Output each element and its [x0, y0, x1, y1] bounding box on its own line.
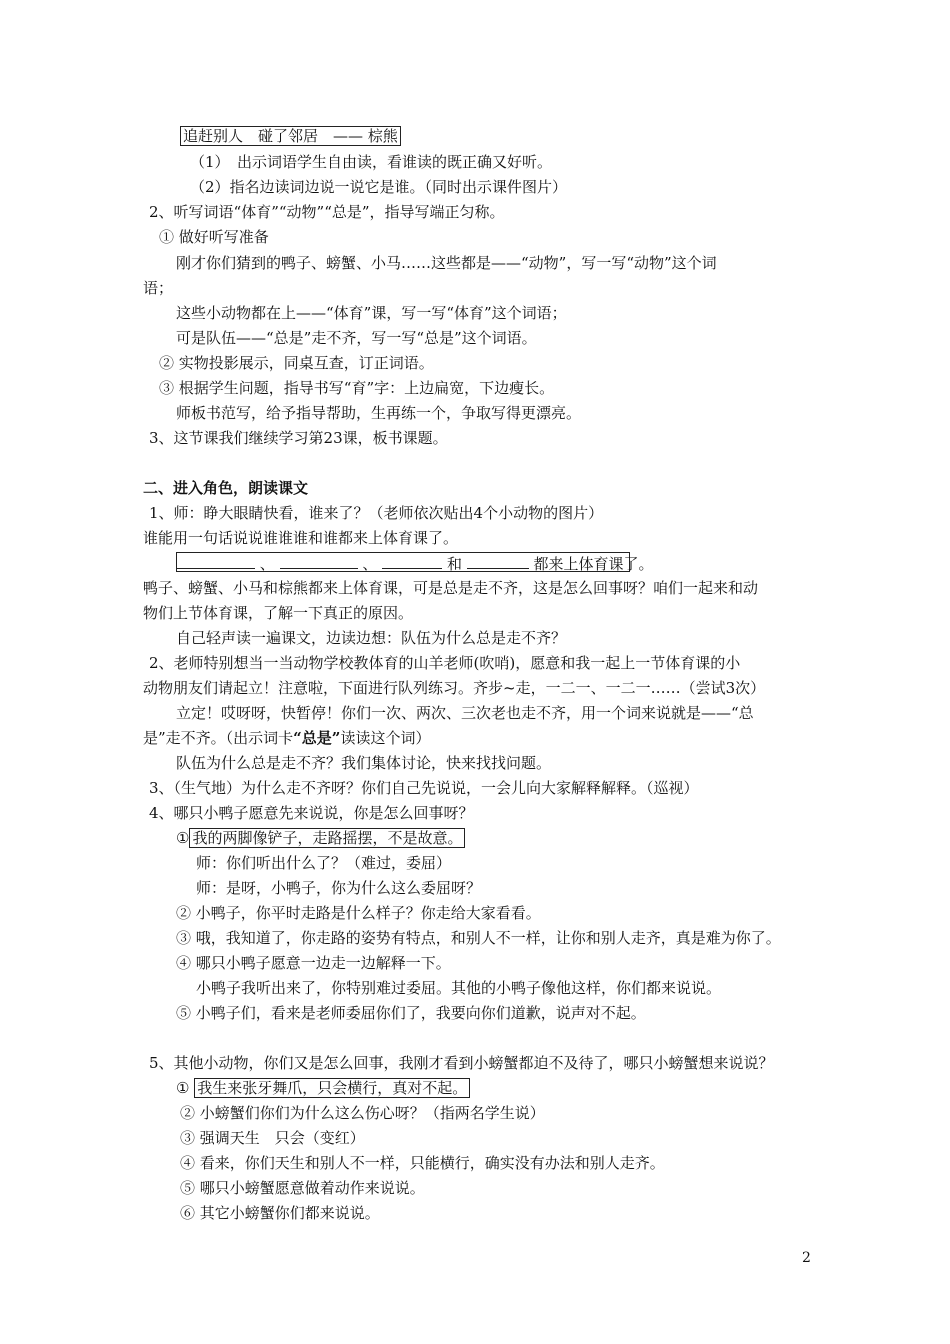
paragraph-line: 鸭子、螃蟹、小马和棕熊都来上体育课，可是总是走不齐，这是怎么回事呀？咱们一起来和动 [143, 579, 759, 597]
sub-4: ④ 看来，你们天生和别人不一样，只能横行，确实没有办法和别人走齐。 [180, 1154, 665, 1172]
step-2: （2）指名边读词边说一说它是谁。（同时出示课件图片） [190, 178, 568, 196]
boxed-word-list: 追赶别人 碰了邻居 —— 棕熊 [180, 126, 401, 146]
section-heading: 二、进入角色，朗读课文 [143, 479, 309, 497]
blank-1 [177, 553, 255, 569]
sub-3: ③ 哦，我知道了，你走路的姿势有特点，和别人不一样，让你和别人走齐，真是难为你了。 [176, 929, 781, 947]
paragraph-line: 师：是呀，小鸭子，你为什么这么委屈呀？ [196, 879, 482, 897]
paragraph-line: 立定！哎呀呀，快暂停！你们一次、两次、三次老也走不齐，用一个词来说就是——“总 [176, 704, 754, 722]
paragraph-line: 队伍为什么总是走不齐？我们集体讨论，快来找找问题。 [176, 754, 552, 772]
item-2-heading: 2、听写词语“体育”“动物”“总是”，指导写端正匀称。 [149, 203, 505, 221]
paragraph-line: 刚才你们猜到的鸭子、螃蟹、小马……这些都是——“动物”，写一写“动物”这个词 [176, 254, 717, 272]
fill-in-sentence: 、 、 和 都来上体育课了。 [176, 552, 630, 572]
sub-1: ① 做好听写准备 [159, 228, 269, 246]
paragraph-line: 自己轻声读一遍课文，边读边想：队伍为什么总是走不齐？ [176, 629, 567, 647]
paragraph-line: 谁能用一句话说说谁谁谁和谁都来上体育课了。 [143, 529, 459, 547]
paragraph-line: 是”走不齐。（出示词卡“总是”读读这个词） [143, 729, 431, 747]
sub-5: ⑤ 哪只小螃蟹愿意做着动作来说说。 [180, 1179, 425, 1197]
paragraph-line: 语； [143, 279, 174, 297]
item-2-heading: 2、老师特别想当一当动物学校教体育的山羊老师(吹哨)，愿意和我一起上一节体育课的小 [149, 654, 741, 672]
paragraph-line: 小鸭子我听出来了，你特别难过委屈。其他的小鸭子像他这样，你们都来说说。 [196, 979, 722, 997]
crab-sentence: ① 我生来张牙舞爪，只会横行，真对不起。 [176, 1078, 470, 1098]
paragraph-line: 师板书范写，给予指导帮助，生再练一个，争取写得更漂亮。 [176, 404, 582, 422]
paragraph-line: 动物朋友们请起立！注意啦，下面进行队列练习。齐步~走，一二一、一二一……（尝试3次） [143, 679, 766, 697]
sub-2: ② 小螃蟹们你们为什么这么伤心呀？（指两名学生说） [180, 1104, 545, 1122]
item-1-heading: 1、师：睁大眼睛快看，谁来了？（老师依次贴出4个小动物的图片） [149, 504, 604, 522]
word-card: “总是” [293, 729, 341, 747]
blank-2 [280, 553, 358, 569]
item-4-heading: 4、哪只小鸭子愿意先来说说，你是怎么回事呀？ [149, 804, 474, 822]
paragraph-line: 师：你们听出什么了？（难过，委屈） [196, 854, 452, 872]
sub-5: ⑤ 小鸭子们，看来是老师委屈你们了，我要向你们道歉，说声对不起。 [176, 1004, 646, 1022]
step-1: （1） 出示词语学生自由读，看谁读的既正确又好听。 [190, 153, 553, 171]
sub-2: ② 实物投影展示，同桌互查，订正词语。 [159, 354, 434, 372]
paragraph-line: 可是队伍——“总是”走不齐，写一写“总是”这个词语。 [176, 329, 537, 347]
sub-3: ③ 强调天生 只会（变红） [180, 1129, 365, 1147]
sub-3: ③ 根据学生问题，指导书写“育”字：上边扁宽，下边瘦长。 [159, 379, 555, 397]
item-5-heading: 5、其他小动物，你们又是怎么回事，我刚才看到小螃蟹都迫不及待了，哪只小螃蟹想来说说？ [149, 1054, 774, 1072]
sub-2: ② 小鸭子，你平时走路是什么样子？你走给大家看看。 [176, 904, 541, 922]
item-3-heading: 3、这节课我们继续学习第23课，板书课题。 [149, 429, 448, 447]
blank-4 [467, 553, 529, 569]
sub-6: ⑥ 其它小螃蟹你们都来说说。 [180, 1204, 380, 1222]
item-3-heading: 3、（生气地）为什么走不齐呀？你们自己先说说，一会儿向大家解释解释。（巡视） [149, 779, 699, 797]
paragraph-line: 物们上节体育课，了解一下真正的原因。 [143, 604, 414, 622]
sub-4: ④ 哪只小鸭子愿意一边走一边解释一下。 [176, 954, 451, 972]
blank-3 [382, 553, 442, 569]
paragraph-line: 这些小动物都在上——“体育”课，写一写“体育”这个词语； [176, 304, 567, 322]
duck-sentence: ① 我的两脚像铲子，走路摇摆，不是故意。 [176, 828, 465, 848]
page-number: 2 [802, 1250, 811, 1266]
